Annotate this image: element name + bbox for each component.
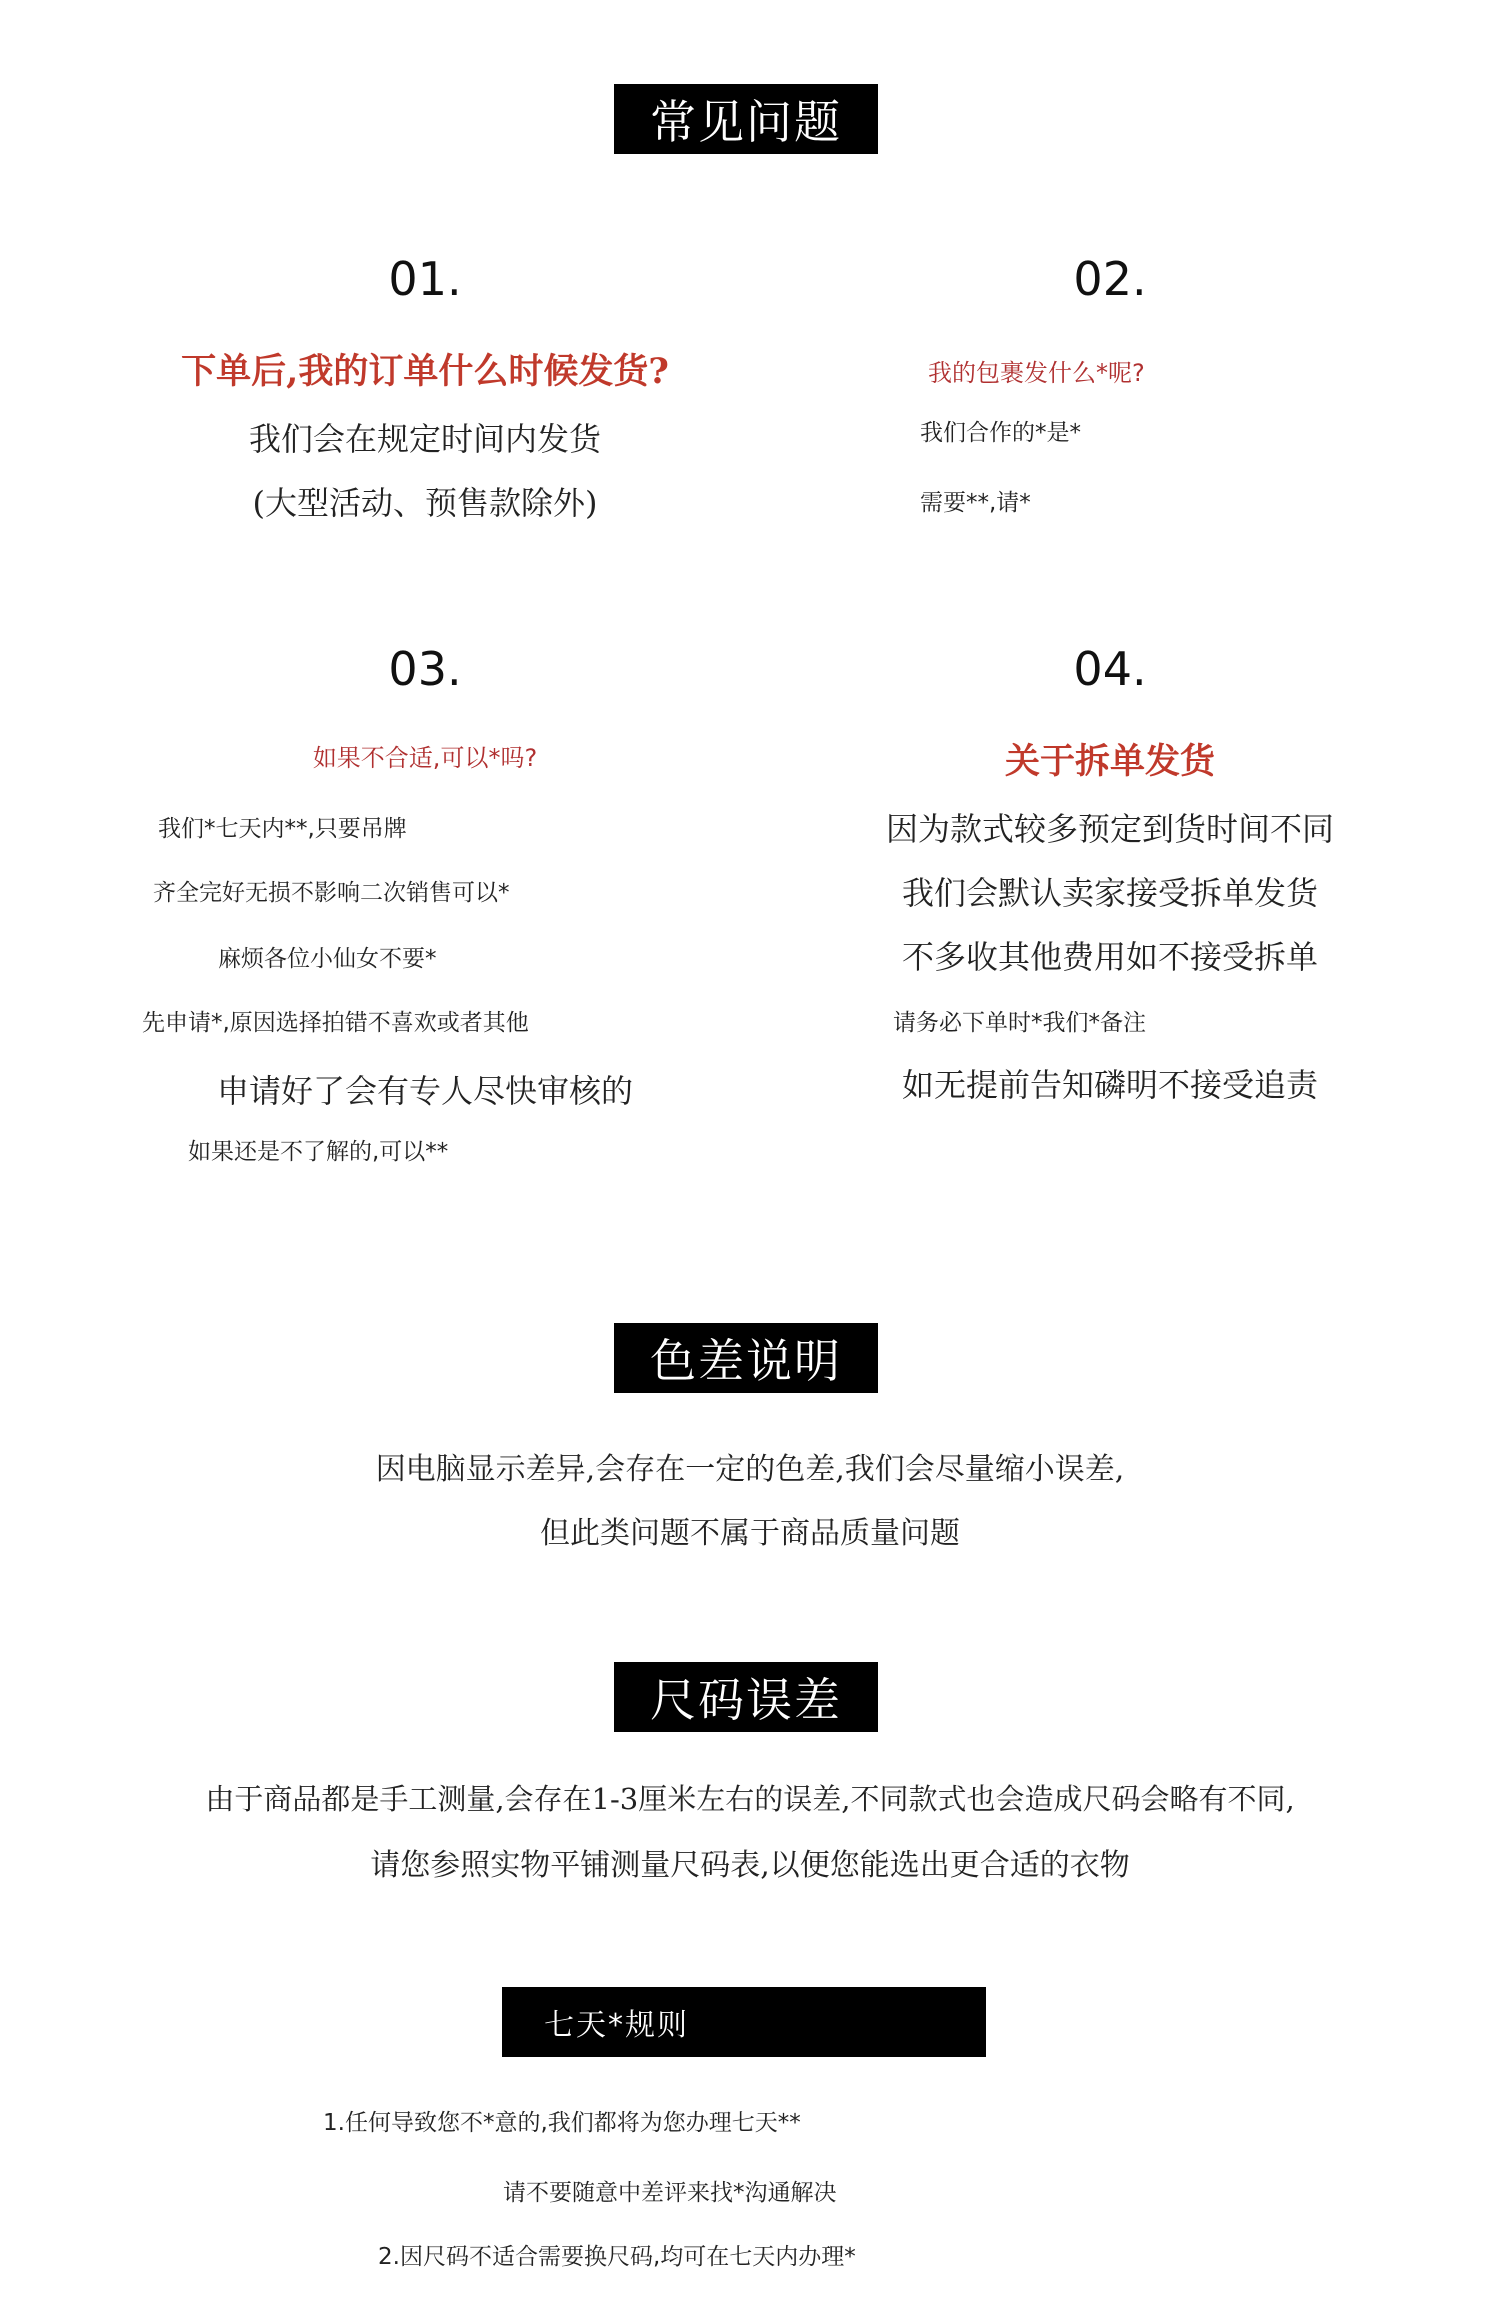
q4-number: 04. <box>1073 642 1147 696</box>
q3-answer-line: 如果还是不了解的,可以** <box>188 1139 449 1165</box>
q3-answer-line: 我们*七天内**,只要吊牌 <box>158 816 407 842</box>
q1-answer-line: (大型活动、预售款除外) <box>252 484 598 522</box>
q4-answer-line: 请务必下单时*我们*备注 <box>893 1010 1146 1036</box>
size-error-line: 由于商品都是手工测量,会存在1-3厘米左右的误差,不同款式也会造成尺码会略有不同, <box>205 1782 1295 1816</box>
size-error-banner <box>614 1662 878 1732</box>
q2-answer-line: 需要**,请* <box>920 490 1031 516</box>
q3-question: 如果不合适,可以*吗? <box>312 744 538 772</box>
size-error-title: 尺码误差 <box>650 1673 842 1727</box>
q4-answer-line: 不多收其他费用如不接受拆单 <box>901 938 1318 976</box>
color-diff-line: 因电脑显示差异,会存在一定的色差,我们会尽量缩小误差, <box>375 1452 1125 1487</box>
q3-answer-line: 先申请*,原因选择拍错不喜欢或者其他 <box>142 1010 529 1036</box>
q1-number: 01. <box>388 252 462 306</box>
color-diff-line: 但此类问题不属于商品质量问题 <box>540 1516 960 1551</box>
q4-answer-line: 如无提前告知磷明不接受追责 <box>901 1066 1318 1104</box>
size-error-line: 请您参照实物平铺测量尺码表,以便您能选出更合适的衣物 <box>370 1848 1130 1883</box>
q4-answer-line: 我们会默认卖家接受拆单发货 <box>901 874 1318 912</box>
color-diff-title: 色差说明 <box>650 1334 842 1388</box>
q4-question: 关于拆单发货 <box>1004 741 1215 782</box>
q2-number: 02. <box>1073 252 1147 306</box>
q3-answer-line: 齐全完好无损不影响二次销售可以* <box>153 880 510 906</box>
q3-number: 03. <box>388 642 462 696</box>
seven-day-line: 1.任何导致您不*意的,我们都将为您办理七天** <box>323 2110 801 2136</box>
seven-day-line: 请不要随意中差评来找*沟通解决 <box>503 2180 837 2206</box>
q1-answer-line: 我们会在规定时间内发货 <box>248 420 601 458</box>
faq-title: 常见问题 <box>650 95 842 149</box>
color-diff-banner <box>614 1323 878 1393</box>
q3-answer-line: 申请好了会有专人尽快审核的 <box>216 1072 633 1110</box>
seven-day-banner <box>502 1987 986 2057</box>
q1-question: 下单后,我的订单什么时候发货? <box>181 351 669 392</box>
q4-answer-line: 因为款式较多预定到货时间不同 <box>885 810 1334 848</box>
q2-question: 我的包裹发什么*呢? <box>928 359 1145 387</box>
q2-answer-line: 我们合作的*是* <box>920 420 1081 446</box>
q3-answer-line: 麻烦各位小仙女不要* <box>218 946 437 972</box>
seven-day-title: 七天*规则 <box>544 2008 689 2043</box>
seven-day-line: 2.因尺码不适合需要换尺码,均可在七天内办理* <box>378 2244 856 2270</box>
faq-title-banner <box>614 84 878 154</box>
